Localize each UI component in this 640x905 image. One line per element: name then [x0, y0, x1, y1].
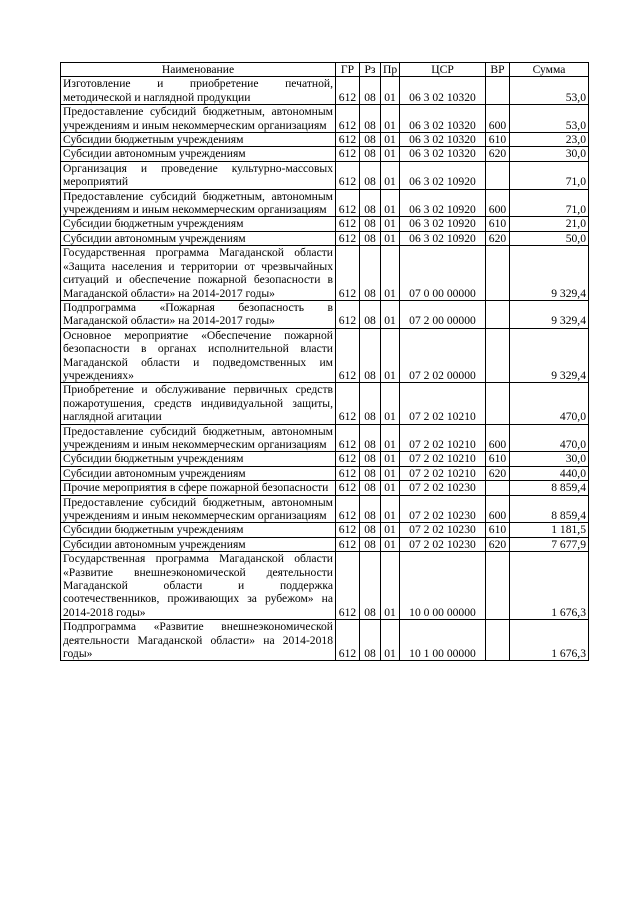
cell-gr: 612 — [336, 217, 360, 231]
cell-gr: 612 — [336, 133, 360, 147]
cell-vr — [486, 300, 510, 328]
cell-gr: 612 — [336, 105, 360, 133]
cell-name: Изготовление и приобретение печатной, методической и наглядной продукции — [61, 77, 336, 105]
cell-sum: 30,0 — [510, 147, 589, 161]
cell-csr: 07 0 00 00000 — [400, 246, 486, 301]
cell-name: Субсидии автономным учреждениям — [61, 466, 336, 480]
cell-vr: 600 — [486, 189, 510, 217]
cell-sum: 71,0 — [510, 161, 589, 189]
cell-pr: 01 — [381, 495, 400, 523]
cell-rz: 08 — [360, 300, 381, 328]
cell-rz: 08 — [360, 466, 381, 480]
header-vr: ВР — [486, 63, 510, 77]
cell-name: Прочие мероприятия в сфере пожарной безопасности — [61, 481, 336, 495]
cell-name: Предоставление субсидий бюджетным, автономным учреждениям и иным некоммерческим организациям — [61, 105, 336, 133]
cell-sum: 71,0 — [510, 189, 589, 217]
cell-name: Субсидии автономным учреждениям — [61, 537, 336, 551]
cell-vr: 610 — [486, 133, 510, 147]
cell-sum: 7 677,9 — [510, 537, 589, 551]
cell-gr: 612 — [336, 246, 360, 301]
header-pr: Пр — [381, 63, 400, 77]
cell-vr: 610 — [486, 452, 510, 466]
header-csr: ЦСР — [400, 63, 486, 77]
table-row — [61, 552, 589, 620]
cell-sum: 21,0 — [510, 217, 589, 231]
cell-gr: 612 — [336, 452, 360, 466]
table-row — [61, 452, 589, 466]
cell-sum: 30,0 — [510, 452, 589, 466]
cell-csr: 07 2 02 10230 — [400, 481, 486, 495]
cell-pr: 01 — [381, 246, 400, 301]
cell-csr: 06 3 02 10920 — [400, 161, 486, 189]
cell-name: Субсидии автономным учреждениям — [61, 231, 336, 245]
cell-sum: 9 329,4 — [510, 300, 589, 328]
cell-rz: 08 — [360, 620, 381, 661]
table-row — [61, 495, 589, 523]
cell-csr: 07 2 02 10210 — [400, 452, 486, 466]
table-row — [61, 133, 589, 147]
cell-rz: 08 — [360, 495, 381, 523]
cell-sum: 23,0 — [510, 133, 589, 147]
cell-csr: 06 3 02 10320 — [400, 147, 486, 161]
cell-rz: 08 — [360, 147, 381, 161]
cell-gr: 612 — [336, 537, 360, 551]
cell-sum: 1 676,3 — [510, 552, 589, 620]
cell-csr: 07 2 02 10230 — [400, 537, 486, 551]
cell-rz: 08 — [360, 383, 381, 424]
table-row — [61, 189, 589, 217]
cell-gr: 612 — [336, 620, 360, 661]
cell-rz: 08 — [360, 217, 381, 231]
table-row — [61, 300, 589, 328]
cell-name: Предоставление субсидий бюджетным, автономным учреждениям и иным некоммерческим организациям — [61, 424, 336, 452]
cell-name: Государственная программа Магаданской области «Защита населения и территории от чрезвычайных ситуаций и обеспечение пожарной безопасности в Магаданской области» на 2014-2017 годы» — [61, 246, 336, 301]
cell-csr: 10 1 00 00000 — [400, 620, 486, 661]
cell-sum: 1 676,3 — [510, 620, 589, 661]
cell-vr: 620 — [486, 231, 510, 245]
cell-vr: 610 — [486, 523, 510, 537]
cell-csr: 07 2 02 10210 — [400, 466, 486, 480]
cell-gr: 612 — [336, 466, 360, 480]
cell-name: Подпрограмма «Развитие внешнеэкономической деятельности Магаданской области» на 2014-2018 годы» — [61, 620, 336, 661]
cell-name: Организация и проведение культурно-массовых мероприятий — [61, 161, 336, 189]
cell-vr — [486, 620, 510, 661]
cell-rz: 08 — [360, 161, 381, 189]
cell-gr: 612 — [336, 300, 360, 328]
cell-gr: 612 — [336, 147, 360, 161]
header-gr: ГР — [336, 63, 360, 77]
table-row — [61, 424, 589, 452]
cell-pr: 01 — [381, 77, 400, 105]
cell-pr: 01 — [381, 133, 400, 147]
cell-vr — [486, 77, 510, 105]
cell-vr: 600 — [486, 495, 510, 523]
cell-rz: 08 — [360, 77, 381, 105]
cell-rz: 08 — [360, 328, 381, 383]
budget-table — [60, 62, 589, 661]
cell-csr: 07 2 02 00000 — [400, 328, 486, 383]
cell-name: Подпрограмма «Пожарная безопасность в Магаданской области» на 2014-2017 годы» — [61, 300, 336, 328]
cell-sum: 1 181,5 — [510, 523, 589, 537]
table-row — [61, 383, 589, 424]
cell-rz: 08 — [360, 537, 381, 551]
cell-gr: 612 — [336, 424, 360, 452]
cell-pr: 01 — [381, 300, 400, 328]
cell-rz: 08 — [360, 231, 381, 245]
cell-sum: 53,0 — [510, 77, 589, 105]
cell-vr: 600 — [486, 105, 510, 133]
cell-sum: 53,0 — [510, 105, 589, 133]
table-row — [61, 147, 589, 161]
cell-csr: 06 3 02 10920 — [400, 217, 486, 231]
cell-vr: 610 — [486, 217, 510, 231]
cell-sum: 9 329,4 — [510, 246, 589, 301]
cell-gr: 612 — [336, 161, 360, 189]
table-row — [61, 105, 589, 133]
cell-name: Субсидии бюджетным учреждениям — [61, 133, 336, 147]
cell-rz: 08 — [360, 552, 381, 620]
cell-gr: 612 — [336, 552, 360, 620]
cell-pr: 01 — [381, 424, 400, 452]
cell-rz: 08 — [360, 105, 381, 133]
cell-vr — [486, 328, 510, 383]
cell-rz: 08 — [360, 481, 381, 495]
cell-gr: 612 — [336, 495, 360, 523]
cell-vr — [486, 552, 510, 620]
cell-rz: 08 — [360, 246, 381, 301]
table-row — [61, 161, 589, 189]
cell-sum: 8 859,4 — [510, 495, 589, 523]
cell-pr: 01 — [381, 231, 400, 245]
cell-name: Основное мероприятие «Обеспечение пожарной безопасности в органах исполнительной власти Магаданской области и подведомственных им учреждениях» — [61, 328, 336, 383]
header-sum: Сумма — [510, 63, 589, 77]
cell-gr: 612 — [336, 77, 360, 105]
cell-vr — [486, 481, 510, 495]
cell-gr: 612 — [336, 328, 360, 383]
table-row — [61, 466, 589, 480]
cell-rz: 08 — [360, 424, 381, 452]
cell-sum: 470,0 — [510, 383, 589, 424]
table-row — [61, 537, 589, 551]
cell-pr: 01 — [381, 620, 400, 661]
cell-vr: 600 — [486, 424, 510, 452]
cell-csr: 10 0 00 00000 — [400, 552, 486, 620]
cell-gr: 612 — [336, 481, 360, 495]
cell-sum: 50,0 — [510, 231, 589, 245]
cell-gr: 612 — [336, 189, 360, 217]
cell-pr: 01 — [381, 537, 400, 551]
cell-rz: 08 — [360, 189, 381, 217]
cell-pr: 01 — [381, 466, 400, 480]
cell-csr: 06 3 02 10320 — [400, 77, 486, 105]
cell-pr: 01 — [381, 481, 400, 495]
cell-name: Государственная программа Магаданской области «Развитие внешнеэкономической деятельности Магаданской области и поддержка соотечественников, проживающих за рубежом» на 2014-2018 годы» — [61, 552, 336, 620]
cell-csr: 07 2 02 10230 — [400, 523, 486, 537]
cell-pr: 01 — [381, 452, 400, 466]
cell-csr: 06 3 02 10320 — [400, 105, 486, 133]
table-row — [61, 481, 589, 495]
cell-sum: 9 329,4 — [510, 328, 589, 383]
cell-csr: 07 2 02 10230 — [400, 495, 486, 523]
cell-csr: 07 2 00 00000 — [400, 300, 486, 328]
cell-name: Субсидии бюджетным учреждениям — [61, 523, 336, 537]
cell-name: Предоставление субсидий бюджетным, автономным учреждениям и иным некоммерческим организациям — [61, 495, 336, 523]
cell-vr — [486, 246, 510, 301]
cell-sum: 470,0 — [510, 424, 589, 452]
cell-vr: 620 — [486, 537, 510, 551]
cell-pr: 01 — [381, 189, 400, 217]
cell-vr: 620 — [486, 466, 510, 480]
cell-rz: 08 — [360, 523, 381, 537]
cell-vr — [486, 383, 510, 424]
cell-name: Субсидии бюджетным учреждениям — [61, 217, 336, 231]
cell-name: Субсидии автономным учреждениям — [61, 147, 336, 161]
cell-pr: 01 — [381, 105, 400, 133]
cell-rz: 08 — [360, 452, 381, 466]
cell-pr: 01 — [381, 328, 400, 383]
cell-csr: 06 3 02 10920 — [400, 189, 486, 217]
header-rz: Рз — [360, 63, 381, 77]
cell-pr: 01 — [381, 217, 400, 231]
cell-name: Предоставление субсидий бюджетным, автономным учреждениям и иным некоммерческим организациям — [61, 189, 336, 217]
table-row — [61, 620, 589, 661]
table-row — [61, 246, 589, 301]
cell-name: Приобретение и обслуживание первичных средств пожаротушения, средств индивидуальной защиты, наглядной агитации — [61, 383, 336, 424]
cell-pr: 01 — [381, 523, 400, 537]
cell-name: Субсидии бюджетным учреждениям — [61, 452, 336, 466]
cell-sum: 440,0 — [510, 466, 589, 480]
cell-sum: 8 859,4 — [510, 481, 589, 495]
cell-pr: 01 — [381, 161, 400, 189]
cell-rz: 08 — [360, 133, 381, 147]
table-row — [61, 328, 589, 383]
cell-csr: 06 3 02 10320 — [400, 133, 486, 147]
table-row — [61, 217, 589, 231]
cell-pr: 01 — [381, 147, 400, 161]
cell-gr: 612 — [336, 523, 360, 537]
cell-vr: 620 — [486, 147, 510, 161]
table-row — [61, 523, 589, 537]
cell-csr: 07 2 02 10210 — [400, 383, 486, 424]
header-name: Наименование — [61, 63, 336, 77]
table-body — [61, 77, 589, 661]
table-header-row — [61, 63, 589, 77]
cell-vr — [486, 161, 510, 189]
cell-pr: 01 — [381, 383, 400, 424]
cell-gr: 612 — [336, 231, 360, 245]
cell-pr: 01 — [381, 552, 400, 620]
table-row — [61, 77, 589, 105]
cell-csr: 07 2 02 10210 — [400, 424, 486, 452]
table-row — [61, 231, 589, 245]
cell-csr: 06 3 02 10920 — [400, 231, 486, 245]
cell-gr: 612 — [336, 383, 360, 424]
